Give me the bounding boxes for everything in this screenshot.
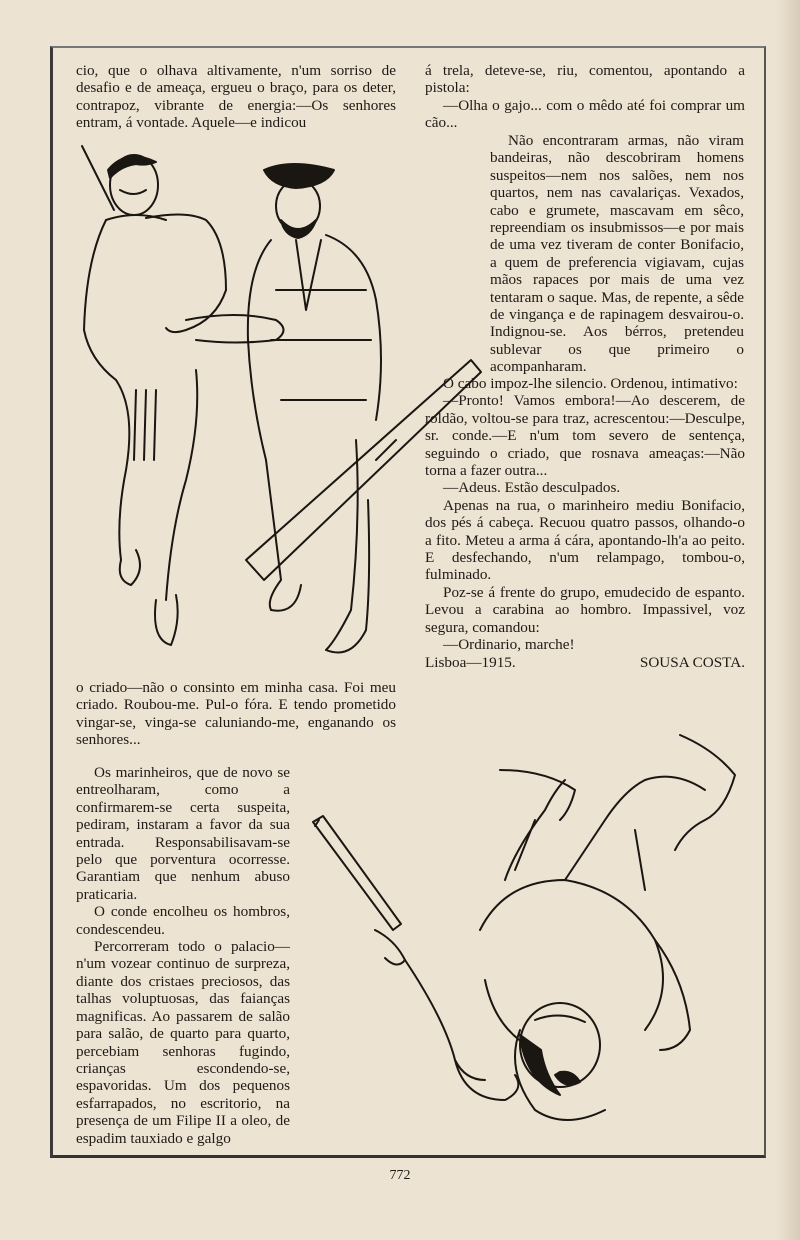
paragraph: cio, que o olhava altivamente, n'um sorriso de desafio e de ameaça, ergueu o braço, para os deter, contrapoz, vibrante de energia:—Os senhores entram, á vontade. Aquele—e indicou: [76, 62, 396, 132]
paragraph: —Olha o gajo... com o mêdo até foi comprar um cão...: [425, 96, 745, 132]
illustration-fallen-man: [305, 730, 745, 1140]
right-column-top-text: [425, 62, 745, 132]
paragraph: —Ordinario, marche!: [443, 636, 575, 654]
paragraph: Poz-se á frente do grupo, emudecido de espanto. Levou a carabina ao hombro. Impassivel, voz segura, comandou:: [425, 583, 745, 636]
paragraph: á trela, deteve-se, riu, comentou, apontando a pistola:: [425, 62, 745, 97]
place-date: Lisboa—1915.: [425, 653, 516, 671]
right-column-main-text: [425, 375, 745, 671]
paragraph: Os marinheiros, que de novo se entreolharam, como a confirmarem-se certa suspeita, pediram, instaram a favor da sua entrada. Responsabilisavam-se pelo que porventura ocorresse. Garantiam que nenhum abuso praticaria.: [76, 764, 290, 903]
right-narrow-column-text: [490, 132, 744, 376]
page-gutter-shadow: [776, 0, 800, 1240]
paragraph: Não encontraram armas, não viram bandeiras, não descobriram homens suspeitos—nem nos salões, nem nos quartos, nem nas cavalariças. Vexados, cabo e grumete, mascavam em sêco, repreendiam os insubmissos—e por mais de uma vez tiveram de conter Bonifacio, a quem de preferencia vigiavam, cujas mãos rapaces por mais de uma vez tentaram o saque. Mas, de repente, a sêde de vingança e de rapinagem desvairou-o. Indignou-se. Aos bérros, pretendeu sublevar os que primeiro o acompanharam.: [490, 132, 744, 376]
paragraph: O conde encolheu os hombros, condescendeu.: [76, 903, 290, 938]
paragraph: —Adeus. Estão desculpados.: [443, 479, 621, 497]
paragraph: o criado—não o consinto em minha casa. Foi meu criado. Roubou-me. Pul-o fóra. E tendo prometido vingar-se, vinga-se caluniando-me, enganando os senhores...: [76, 679, 396, 749]
page-number: 772: [389, 1168, 411, 1183]
author-name: SOUSA COSTA.: [639, 653, 745, 671]
left-narrow-column-text: [76, 764, 290, 1147]
paragraph: Apenas na rua, o marinheiro mediu Bonifacio, dos pés á cabeça. Recuou quatro passos, olhando-o a fito. Meteu a arma á cára, apontando-lh'a ao peito. E desfechando, n'um relampago, tombou-o, fulminado.: [425, 496, 745, 584]
paragraph: Percorreram todo o palacio—n'um vozear continuo de surpreza, diante dos cristaes preciosos, das talhas voluptuosas, das faianças magnificas. Ao passarem de salão para salão, de quarto para quarto, percebiam senhoras fugindo, crianças escondendo-se, espavoridas. Um dos pequenos esfarrapados, no escritorio, na presença de um Filipe II a oleo, de espadim tauxiado e galgo: [76, 938, 290, 1147]
signature-line: [425, 654, 745, 671]
paragraph: O cabo impoz-lhe silencio. Ordenou, intimativo:: [443, 375, 738, 392]
left-column-top-text: [76, 62, 396, 132]
paragraph: —Pronto! Vamos embora!—Ao descerem, de roldão, voltou-se para traz, acrescentou:—Desculpe, sr. conde.—E n'um tom severo de sentença, seguindo o criado, que rosnava ameaças:—Não torna a fazer outra...: [425, 392, 745, 480]
